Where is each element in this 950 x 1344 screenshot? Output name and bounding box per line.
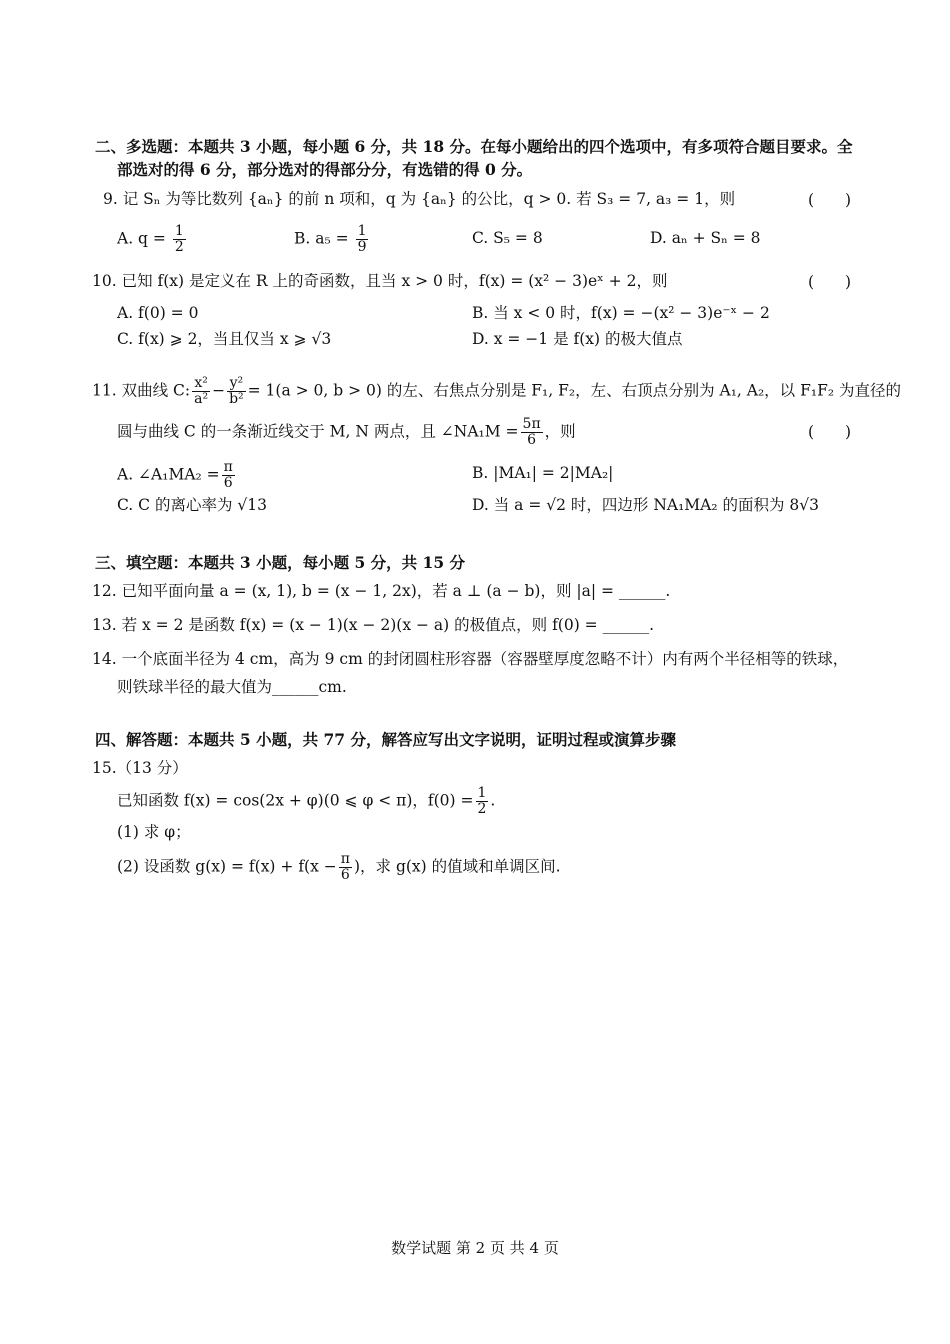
q12-stem: 12. 已知平面向量 a = (x, 1), b = (x − 1, 2x)，若 a ⊥ (a − b)，则 |a| = ______. [92, 582, 671, 600]
q10-answer-paren: ( ) [808, 273, 852, 291]
q11-stem-line1: 11. 双曲线 C: $\frac{\text{x²}}{\text{a²}}$ − $\frac{\text{y²}}{\text{b²}}$ = 1(a > 0, b > 0) 的左、右焦点分别是 F₁, F₂，左、右顶点分别为 A₁, A₂，以 F₁F₂ 为直径的 [92, 375, 901, 407]
q13-stem: 13. 若 x = 2 是函数 f(x) = (x − 1)(x − 2)(x − a) 的极值点，则 f(0) = ______. [92, 616, 655, 634]
q14-stem-line1: 14. 一个底面半径为 4 cm，高为 9 cm 的封闭圆柱形容器（容器壁厚度忽略不计）内有两个半径相等的铁球， [92, 650, 849, 668]
section4-header: 四、解答题：本题共 5 小题，共 77 分，解答应写出文字说明，证明过程或演算步骤 [95, 730, 676, 749]
q9-stem: 9. 记 Sₙ 为等比数列 {aₙ} 的前 n 项和，q 为 {aₙ} 的公比，q > 0. 若 S₃ = 7, a₃ = 1，则 [103, 190, 736, 208]
q9-option-d: D. aₙ + Sₙ = 8 [650, 229, 761, 247]
q10-option-c: C. f(x) ⩾ 2，当且仅当 x ⩾ √3 [117, 330, 332, 348]
q11-y-fraction: $\frac{\text{y²}}{\text{b²}}$ [229, 375, 244, 407]
q11-option-a-fraction: $\frac{\pi}{6}$ [223, 459, 233, 491]
q11-option-a: A. ∠A₁MA₂ = $\frac{\pi}{6}$ [117, 459, 233, 491]
q9-answer-paren: ( ) [808, 191, 852, 209]
q9-option-a-fraction: $\frac{1}{2}$ [174, 223, 184, 255]
q15-part1: (1) 求 φ； [117, 823, 191, 841]
section3-header: 三、填空题：本题共 3 小题，每小题 5 分，共 15 分 [95, 553, 466, 572]
q10-option-d: D. x = −1 是 f(x) 的极大值点 [472, 330, 683, 348]
q15-stem-fraction: $\frac{1}{2}$ [477, 785, 487, 817]
section2-header-line1: 二、多选题：本题共 3 小题，每小题 6 分，共 18 分。在每小题给出的四个选项中，有多项符合题目要求。全 [95, 137, 853, 156]
q9-option-b-fraction: $\frac{1}{9}$ [357, 223, 367, 255]
q11-option-b: B. |MA₁| = 2|MA₂| [472, 464, 614, 482]
q10-stem: 10. 已知 f(x) 是定义在 R 上的奇函数，且当 x > 0 时，f(x) = (x² − 3)eˣ + 2，则 [92, 272, 668, 290]
page-footer: 数学试题 第 2 页 共 4 页 [391, 1239, 559, 1257]
q10-option-a: A. f(0) = 0 [117, 304, 199, 322]
q9-option-a: A. q = $\frac{1}{2}$ [117, 223, 184, 255]
q9-option-b: B. a₅ = $\frac{1}{9}$ [294, 223, 367, 255]
q10-option-b: B. 当 x < 0 时，f(x) = −(x² − 3)e⁻ˣ − 2 [472, 304, 770, 322]
q11-angle-fraction: $\frac{5\pi}{6}$ [522, 416, 541, 448]
q11-x-fraction: $\frac{\text{x²}}{\text{a²}}$ [194, 375, 209, 407]
section2-header-line2: 部选对的得 6 分，部分选对的得部分分，有选错的得 0 分。 [117, 160, 533, 179]
q15-part2-fraction: $\frac{\pi}{6}$ [340, 851, 350, 883]
q11-option-c: C. C 的离心率为 √13 [117, 496, 267, 514]
q9-option-c: C. S₅ = 8 [472, 229, 543, 247]
q14-stem-line2: 则铁球半径的最大值为______cm. [117, 678, 347, 696]
q11-stem-line2: 圆与曲线 C 的一条渐近线交于 M, N 两点，且 ∠NA₁M = $\frac{5\pi}{6}$ ，则 [117, 416, 576, 448]
q11-answer-paren: ( ) [808, 423, 852, 441]
q15-stem: 已知函数 f(x) = cos(2x + φ)(0 ⩽ φ < π)，f(0) = $\frac{1}{2}$ . [117, 785, 496, 817]
q15-part2: (2) 设函数 g(x) = f(x) + f(x − $\frac{\pi}{6}$ )，求 g(x) 的值域和单调区间. [117, 851, 561, 883]
q15-title: 15.（13 分） [92, 759, 188, 777]
q11-option-d: D. 当 a = √2 时，四边形 NA₁MA₂ 的面积为 8√3 [472, 496, 820, 514]
